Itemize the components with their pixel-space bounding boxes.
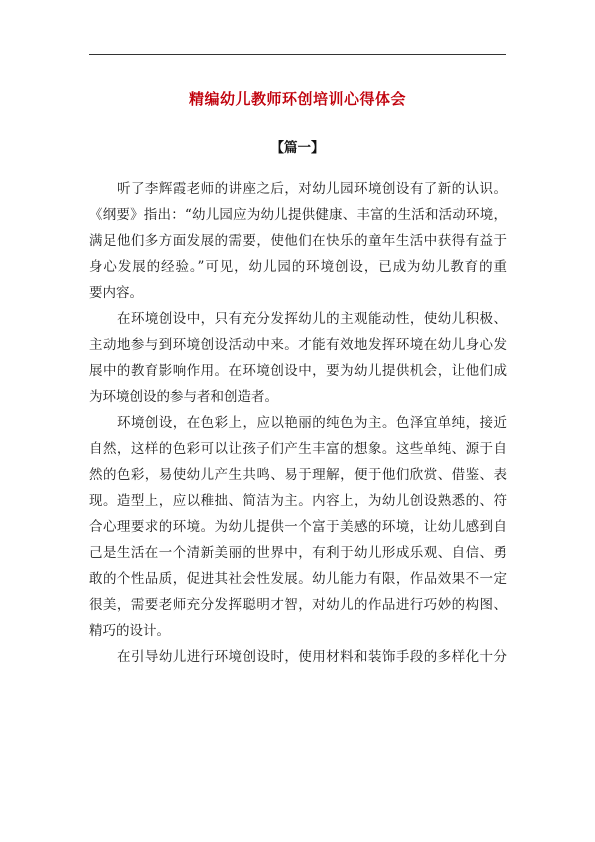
paragraph-line: 主动地参与到环境创设活动中来。才能有效地发挥环境在幼儿身心发 bbox=[89, 337, 507, 353]
paragraph-line: 现。造型上，应以稚拙、简洁为主。内容上，为幼儿创设熟悉的、符 bbox=[89, 493, 507, 509]
paragraph-line: 敢的个性品质，促进其社会性发展。幼儿能力有限，作品效果不一定 bbox=[89, 571, 507, 587]
paragraph-line: 为环境创设的参与者和创造者。 bbox=[89, 389, 278, 405]
paragraph-line: 在引导幼儿进行环境创设时，使用材料和装饰手段的多样化十分 bbox=[117, 649, 507, 665]
paragraph-4 bbox=[89, 644, 507, 670]
paragraph-line: 在环境创设中，只有充分发挥幼儿的主观能动性，使幼儿积极、 bbox=[117, 311, 507, 327]
paragraph-3 bbox=[89, 410, 507, 644]
paragraph-1 bbox=[89, 176, 507, 306]
paragraph-line: 很美，需要老师充分发挥聪明才智，对幼儿的作品进行巧妙的构图、 bbox=[89, 597, 507, 613]
paragraph-line: 己是生活在一个清新美丽的世界中，有利于幼儿形成乐观、自信、勇 bbox=[89, 545, 507, 561]
paragraph-line: 然的色彩，易使幼儿产生共鸣、易于理解，便于他们欣赏、借鉴、表 bbox=[89, 467, 507, 483]
document-title: 精编幼儿教师环创培训心得体会 bbox=[188, 90, 406, 108]
paragraph-line: 《纲要》指出：“幼儿园应为幼儿提供健康、丰富的生活和活动环境， bbox=[89, 207, 507, 223]
header-rule bbox=[89, 54, 506, 55]
paragraph-line: 合心理要求的环境。为幼儿提供一个富于美感的环境，让幼儿感到自 bbox=[89, 519, 507, 535]
paragraph-line: 要内容。 bbox=[89, 285, 143, 301]
section-heading: 【篇一】 bbox=[270, 140, 325, 156]
paragraph-line: 自然，这样的色彩可以让孩子们产生丰富的想象。这些单纯、源于自 bbox=[89, 441, 507, 457]
paragraph-2 bbox=[89, 306, 507, 410]
paragraph-line: 展中的教育影响作用。在环境创设中，要为幼儿提供机会，让他们成 bbox=[89, 363, 507, 379]
paragraph-line: 环境创设，在色彩上，应以艳丽的纯色为主。色泽宜单纯，接近 bbox=[117, 415, 507, 431]
paragraph-line: 满足他们多方面发展的需要，使他们在快乐的童年生活中获得有益于 bbox=[89, 233, 507, 249]
document-body bbox=[89, 176, 507, 670]
paragraph-line: 身心发展的经验。”可见，幼儿园的环境创设，已成为幼儿教育的重 bbox=[89, 259, 507, 275]
paragraph-line: 听了李辉霞老师的讲座之后，对幼儿园环境创设有了新的认识。 bbox=[117, 181, 507, 197]
paragraph-line: 精巧的设计。 bbox=[89, 623, 170, 639]
